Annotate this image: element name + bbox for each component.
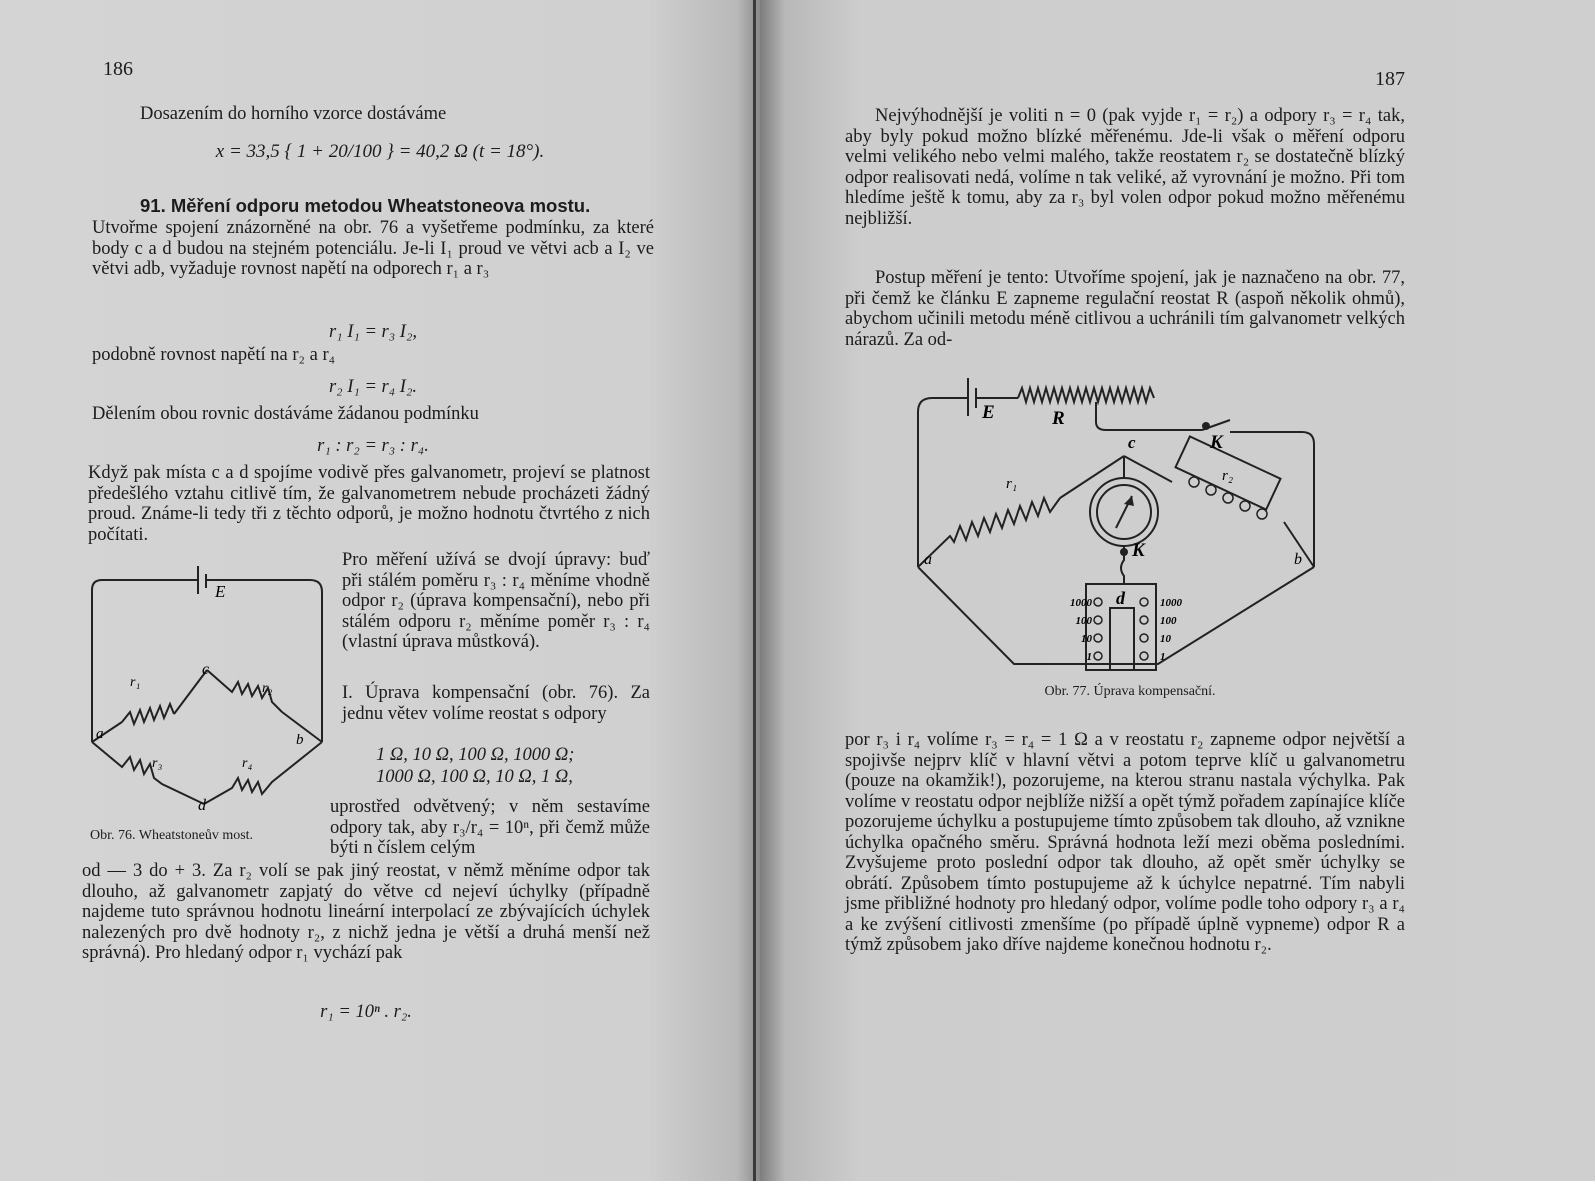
equation-4: r₁ = 10ⁿ . r₂. [320, 1002, 412, 1022]
fig77-left-value-100: 100 [1075, 615, 1092, 627]
right-paragraph-3: por r₃ i r₄ volíme r₃ = r₄ = 1 Ω a v reostatu r₂ zapneme odpor největší a spojivše nejprv klíč v hlavní větvi a potom teprve klíč u galvanometru (pouze na okamžik!), pozorujeme, na kterou stranu nastala výchylka. Pak volíme v reostatu odpor nejblíže nižší a opět týmž pořadem zapínajíce klíče pozorujeme úchylku a postupujeme tímto způsobem tak dlouho, až vznikne úchylka opačného směru. Správná hodnota leží mezi oběma posledními. Zvyšujeme proto poslední odpor tak dlouho, až opět směr úchylky se obrátí. Způsobem tímto postupujeme až k úchylce nepatrné. Tím nabyli jsme přibližné hodnoty pro hledaný odpor, volíme podle toho odpory r₃ a r₄ a ke zvýšení citlivosti zmenšíme (po případě úplně vypneme) odpor R a týmž způsobem jako dříve najdeme konečnou hodnotu r₂. [845, 730, 1405, 955]
side-text-1: Pro měření užívá se dvojí úpravy: buď při stálém poměru r₃ : r₄ měníme vhodně odpor r₂ (úprava kompensační), nebo při stálém odporu r₂ měníme poměr r₃ : r₄ (vlastní úprava můstková). [342, 550, 650, 652]
equation-1: r₁ I₁ = r₃ I₂, [328, 322, 418, 342]
paragraph-5: od — 3 do + 3. Za r₂ volí se pak jiný reostat, v němž měníme odpor tak dlouho, až galvanometr zapjatý do větve cd nejeví úchylky (případně najdeme tuto správnou hodnotu lineární interpolací ze zbývajících úchylek nalezených pro dvě hodnoty r₂, z nichž jedna je větší a druhá menší než správná). Pro hledaný odpor r₁ vychází pak [82, 861, 650, 963]
fig76-label-r1: r₁ [130, 675, 141, 690]
fig77-left-value-1: 1 [1086, 651, 1092, 663]
fig77-label-r1: r₁ [1006, 476, 1018, 492]
fig77-label-r2: r₂ [1222, 468, 1234, 484]
fig76-label-a: a [96, 726, 104, 742]
fig77-label-K-main: K [1210, 432, 1223, 453]
figure-76-caption: Obr. 76. Wheatstoneův most. [90, 828, 254, 843]
formula-main: x = 33,5 { 1 + 20/100 } = 40,2 Ω (t = 18°). [215, 141, 545, 162]
resistor-line-2: 1000 Ω, 100 Ω, 10 Ω, 1 Ω, [376, 767, 573, 787]
fig77-left-value-10: 10 [1081, 633, 1092, 645]
figure-77-compensation-setup [910, 372, 1350, 672]
equation-2: r₂ I₁ = r₄ I₂. [328, 377, 418, 397]
right-paragraph-1: Nejvýhodnější je voliti n = 0 (pak vyjde r₁ = r₂) a odpory r₃ = r₄ tak, aby byly pokud možno blízké měřenému. Jde-li však o měření odporu velmi velikého nebo velmi malého, takže reostatem r₂ se dostatečně blízký odpor realisovati nedá, volíme n tak veliké, až vyrovnání je možno. Při tom hledíme ještě k tomu, aby za r₃ byl volen odpor pokud možno měřenému nejbližší. [845, 106, 1405, 229]
fig76-label-r3: r₃ [152, 756, 163, 771]
fig77-label-E: E [982, 402, 995, 423]
figure-77-caption: Obr. 77. Úprava kompensační. [1044, 684, 1216, 699]
fig77-label-a: a [924, 551, 932, 568]
fig76-label-c: c [202, 661, 210, 678]
fig77-right-value-10: 10 [1160, 633, 1171, 645]
fig76-label-E: E [215, 582, 226, 601]
fig76-label-r2: r₂ [262, 681, 273, 696]
page-number-right: 187 [1375, 68, 1405, 90]
fig77-left-value-1000: 1000 [1070, 597, 1092, 609]
figure-76-wheatstone-bridge [82, 552, 332, 822]
fig77-label-d: d [1116, 588, 1125, 608]
side-text-2: I. Úprava kompensační (obr. 76). Za jednu větev volíme reostat s odpory [342, 683, 650, 724]
fig77-right-value-1000: 1000 [1160, 597, 1182, 609]
fig77-label-c: c [1128, 433, 1136, 452]
fig77-right-value-100: 100 [1160, 615, 1177, 627]
paragraph-1: Utvořme spojení znázorněné na obr. 76 a vyšetřeme podmínku, za které body c a d budou na stejném potenciálu. Je-li I₁ proud ve větvi acb a I₂ ve větvi adb, vyžaduje rovnost napětí na odporech r₁ a r₃ [92, 218, 654, 279]
fig76-label-b: b [296, 732, 304, 748]
paragraph-3: Dělením obou rovnic dostáváme žádanou podmínku [92, 404, 479, 424]
paragraph-4: Když pak místa c a d spojíme vodivě přes galvanometr, projeví se platnost předešlého vztahu citlivě tím, že galvanometrem nebude procházeti žádný proud. Známe-li tedy tři z těchto odporů, je možno hodnotu čtvrtého z nich počítati. [88, 463, 650, 545]
right-paragraph-2: Postup měření je tento: Utvoříme spojení, jak je naznačeno na obr. 77, při čemž ke článku E zapneme regulační reostat R (aspoň několik ohmů), abychom učinili metodu méně citlivou a uchránili tím galvanometr velkých nárazů. Za od- [845, 268, 1405, 350]
side-text-3: uprostřed odvětvený; v něm sestavíme odpory tak, aby r₃/r₄ = 10ⁿ, při čemž může býti n číslem celým [330, 797, 650, 858]
paragraph-2: podobně rovnost napětí na r₂ a r₄ [92, 345, 336, 365]
fig76-label-r4: r₄ [242, 756, 253, 771]
page-number-left: 186 [103, 58, 133, 80]
book-gutter [753, 0, 756, 1181]
intro-text: Dosazením do horního vzorce dostáváme [140, 104, 447, 124]
section-heading: 91. Měření odporu metodou Wheatstoneova mostu. [140, 195, 591, 216]
fig76-label-d: d [198, 797, 206, 814]
fig77-label-R: R [1052, 408, 1065, 429]
resistor-line-1: 1 Ω, 10 Ω, 100 Ω, 1000 Ω; [376, 745, 575, 765]
fig77-right-value-1: 1 [1160, 651, 1166, 663]
fig77-label-K-galvanometer: K [1132, 540, 1145, 561]
fig77-label-b: b [1294, 551, 1302, 568]
equation-3: r₁ : r₂ = r₃ : r₄. [317, 436, 429, 456]
